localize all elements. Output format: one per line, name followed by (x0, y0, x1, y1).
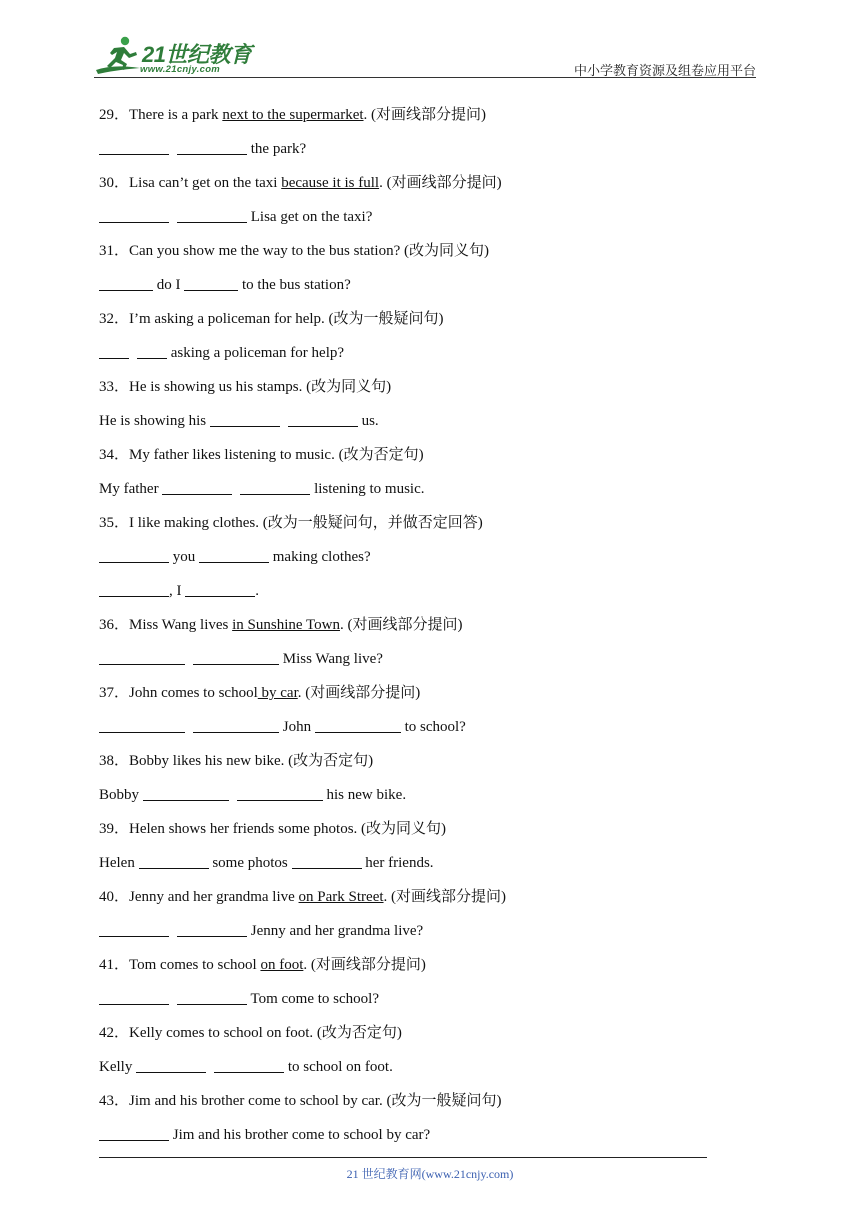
answer-blank[interactable] (177, 935, 247, 937)
answer-blank[interactable] (99, 289, 153, 291)
underlined-phrase: on foot (260, 957, 304, 973)
question-43: 43．Jim and his brother come to school by car. (改为一般疑问句) (99, 1093, 502, 1109)
answer-line-30: Lisa get on the taxi? (99, 200, 739, 234)
page-header (94, 34, 756, 78)
answer-blank[interactable] (162, 493, 232, 495)
logo-url: www.21cnjy.com (140, 64, 221, 75)
footer-divider (99, 1157, 707, 1158)
runner-icon (94, 34, 144, 78)
question-42: 42．Kelly comes to school on foot. (改为否定句) (99, 1025, 402, 1041)
answer-line-32: asking a policeman for help? (99, 336, 739, 370)
answer-blank[interactable] (136, 1071, 206, 1073)
answer-line-37: John to school? (99, 710, 739, 744)
answer-blank[interactable] (143, 799, 229, 801)
logo (94, 34, 264, 78)
answer-blank[interactable] (99, 935, 169, 937)
answer-blank[interactable] (99, 1003, 169, 1005)
answer-line-38: Bobby his new bike. (99, 787, 407, 803)
answer-blank[interactable] (99, 1139, 169, 1141)
answer-line-41: Tom come to school? (99, 982, 739, 1016)
question-34: 34．My father likes listening to music. (改为否定句) (99, 447, 424, 463)
question-list (99, 98, 739, 1152)
underlined-phrase: next to the supermarket (222, 107, 364, 123)
answer-blank[interactable] (99, 663, 185, 665)
answer-blank[interactable] (214, 1071, 284, 1073)
answer-blank[interactable] (237, 799, 323, 801)
answer-line-34: My father listening to music. (99, 481, 425, 497)
question-31: 31．Can you show me the way to the bus station? (改为同义句) (99, 243, 489, 259)
question-32: 32．I’m asking a policeman for help. (改为一般疑问句) (99, 311, 444, 327)
answer-blank[interactable] (240, 493, 310, 495)
answer-blank[interactable] (288, 425, 358, 427)
header-divider (94, 77, 756, 78)
answer-line-33: He is showing his us. (99, 413, 379, 429)
question-33: 33．He is showing us his stamps. (改为同义句) (99, 379, 392, 395)
logo-text: 21世纪教育 (142, 42, 252, 67)
answer-line-42: Kelly to school on foot. (99, 1059, 393, 1075)
answer-line-31: do I to the bus station? (99, 268, 739, 302)
answer-blank[interactable] (177, 153, 247, 155)
answer-blank[interactable] (137, 357, 167, 359)
answer-blank[interactable] (99, 595, 169, 597)
answer-blank[interactable] (315, 731, 401, 733)
answer-blank[interactable] (193, 663, 279, 665)
answer-blank[interactable] (210, 425, 280, 427)
answer-blank[interactable] (193, 731, 279, 733)
answer-blank[interactable] (177, 221, 247, 223)
platform-name: 中小学教育资源及组卷应用平台 (573, 63, 756, 78)
answer-blank[interactable] (99, 221, 169, 223)
answer-line-29: the park? (99, 132, 739, 166)
answer-blank[interactable] (177, 1003, 247, 1005)
answer-blank[interactable] (199, 561, 269, 563)
question-37: 37．John comes to school by car. (对画线部分提问) (99, 685, 421, 701)
underlined-phrase: on Park Street (298, 889, 384, 905)
answer-line-36: Miss Wang live? (99, 642, 739, 676)
answer-blank[interactable] (292, 867, 362, 869)
answer-blank[interactable] (139, 867, 209, 869)
answer-line-39: Helen some photos her friends. (99, 855, 434, 871)
answer-line-40: Jenny and her grandma live? (99, 914, 739, 948)
question-36: 36．Miss Wang lives in Sunshine Town. (对画线部分提问) (99, 617, 463, 633)
underlined-phrase: in Sunshine Town (232, 617, 340, 633)
question-30: 30．Lisa can’t get on the taxi because it is full. (对画线部分提问) (99, 175, 502, 191)
question-29: 29．There is a park next to the supermarket. (对画线部分提问) (99, 107, 487, 123)
question-38: 38．Bobby likes his new bike. (改为否定句) (99, 753, 374, 769)
underlined-phrase: because it is full (281, 175, 380, 191)
answer-blank[interactable] (184, 289, 238, 291)
underlined-phrase: by car (257, 685, 298, 701)
answer-blank[interactable] (185, 595, 255, 597)
answer-blank[interactable] (99, 153, 169, 155)
answer-line-35: you making clothes? (99, 540, 739, 574)
answer-blank[interactable] (99, 357, 129, 359)
question-35: 35．I like making clothes. (改为一般疑问句，并做否定回答) (99, 515, 483, 531)
question-40: 40．Jenny and her grandma live on Park Street. (对画线部分提问) (99, 889, 507, 905)
answer-line-35b: , I . (99, 574, 739, 608)
question-39: 39．Helen shows her friends some photos. (改为同义句) (99, 821, 447, 837)
answer-blank[interactable] (99, 731, 185, 733)
answer-blank[interactable] (99, 561, 169, 563)
footer-text: 21 世纪教育网(www.21cnjy.com) (346, 1167, 514, 1181)
question-41: 41．Tom comes to school on foot. (对画线部分提问) (99, 957, 426, 973)
answer-line-43: Jim and his brother come to school by car? (99, 1118, 739, 1152)
